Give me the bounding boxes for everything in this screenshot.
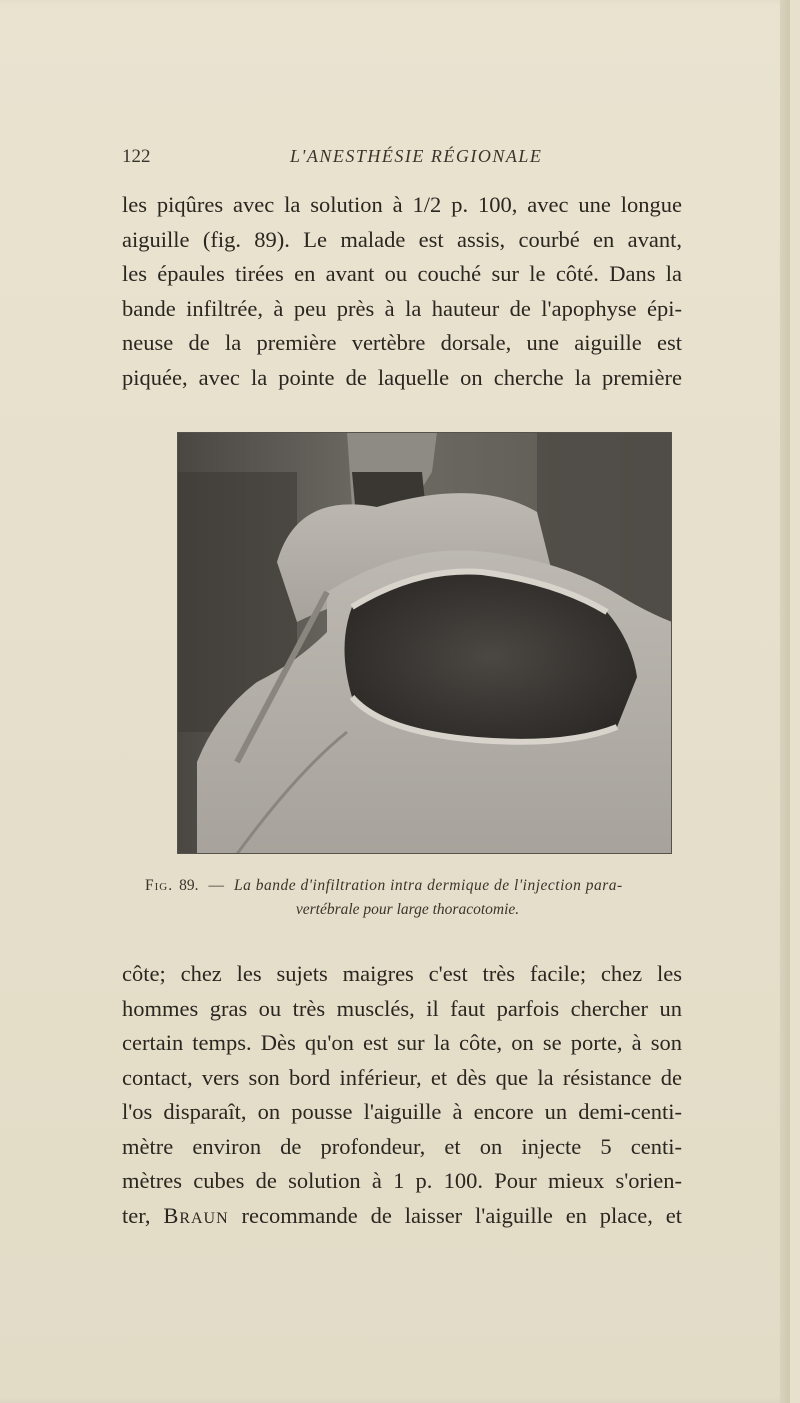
page-edge [780, 0, 790, 1403]
text-line: piquée, avec la pointe de laquelle on cherche la première [122, 364, 682, 390]
caption-dash: — [208, 877, 224, 894]
caption-label: Fig. [145, 877, 174, 894]
text-line: certain temps. Dès qu'on est sur la côte, on se porte, à son [122, 1030, 682, 1055]
text-line: neuse de la première vertèbre dorsale, une aiguille est [122, 330, 682, 355]
figure-photograph [177, 432, 672, 854]
text-line: bande infiltrée, à peu près à la hauteur de l'apophyse épi- [122, 295, 682, 321]
text-fragment: ter, [122, 1202, 164, 1228]
caption-number: 89. [179, 877, 199, 894]
caption-line-1 [145, 874, 670, 898]
text-fragment: recommande de laisser l'aiguille en place, et [228, 1202, 682, 1228]
text-line: aiguille (fig. 89). Le malade est assis, courbé en avant, [122, 226, 682, 252]
text-line: les piqûres avec la solution à 1/2 p. 100, avec une longue [122, 192, 682, 217]
text-line: mètres cubes de solution à 1 p. 100. Pour mieux s'orien- [122, 1168, 682, 1193]
text-line: contact, vers son bord inférieur, et dès que la résistance de [122, 1064, 682, 1090]
caption-text: La bande d'infiltration intra dermique de l'injection para- [233, 877, 623, 894]
paragraph-bottom [122, 957, 682, 1233]
text-line: les épaules tirées en avant ou couché sur le côté. Dans la [122, 261, 682, 286]
text-line: mètre environ de profondeur, et on injecte 5 centi- [122, 1133, 682, 1159]
figure-caption [145, 874, 670, 922]
text-line: l'os disparaît, on pousse l'aiguille à encore un demi-centi- [122, 1099, 682, 1124]
running-title: L'ANESTHÉSIE RÉGIONALE [290, 146, 543, 166]
text-line: hommes gras ou très musclés, il faut parfois chercher un [122, 995, 682, 1021]
running-head [122, 146, 682, 172]
text-line-last [122, 1199, 682, 1234]
caption-line-2: vertébrale pour large thoracotomie. [295, 901, 520, 918]
paragraph-top [122, 188, 682, 395]
author-name: Braun [163, 1202, 229, 1228]
photograph-patient-back-icon [177, 432, 672, 854]
page-number: 122 [122, 146, 151, 167]
text-line: côte; chez les sujets maigres c'est très facile; chez les [122, 961, 682, 986]
